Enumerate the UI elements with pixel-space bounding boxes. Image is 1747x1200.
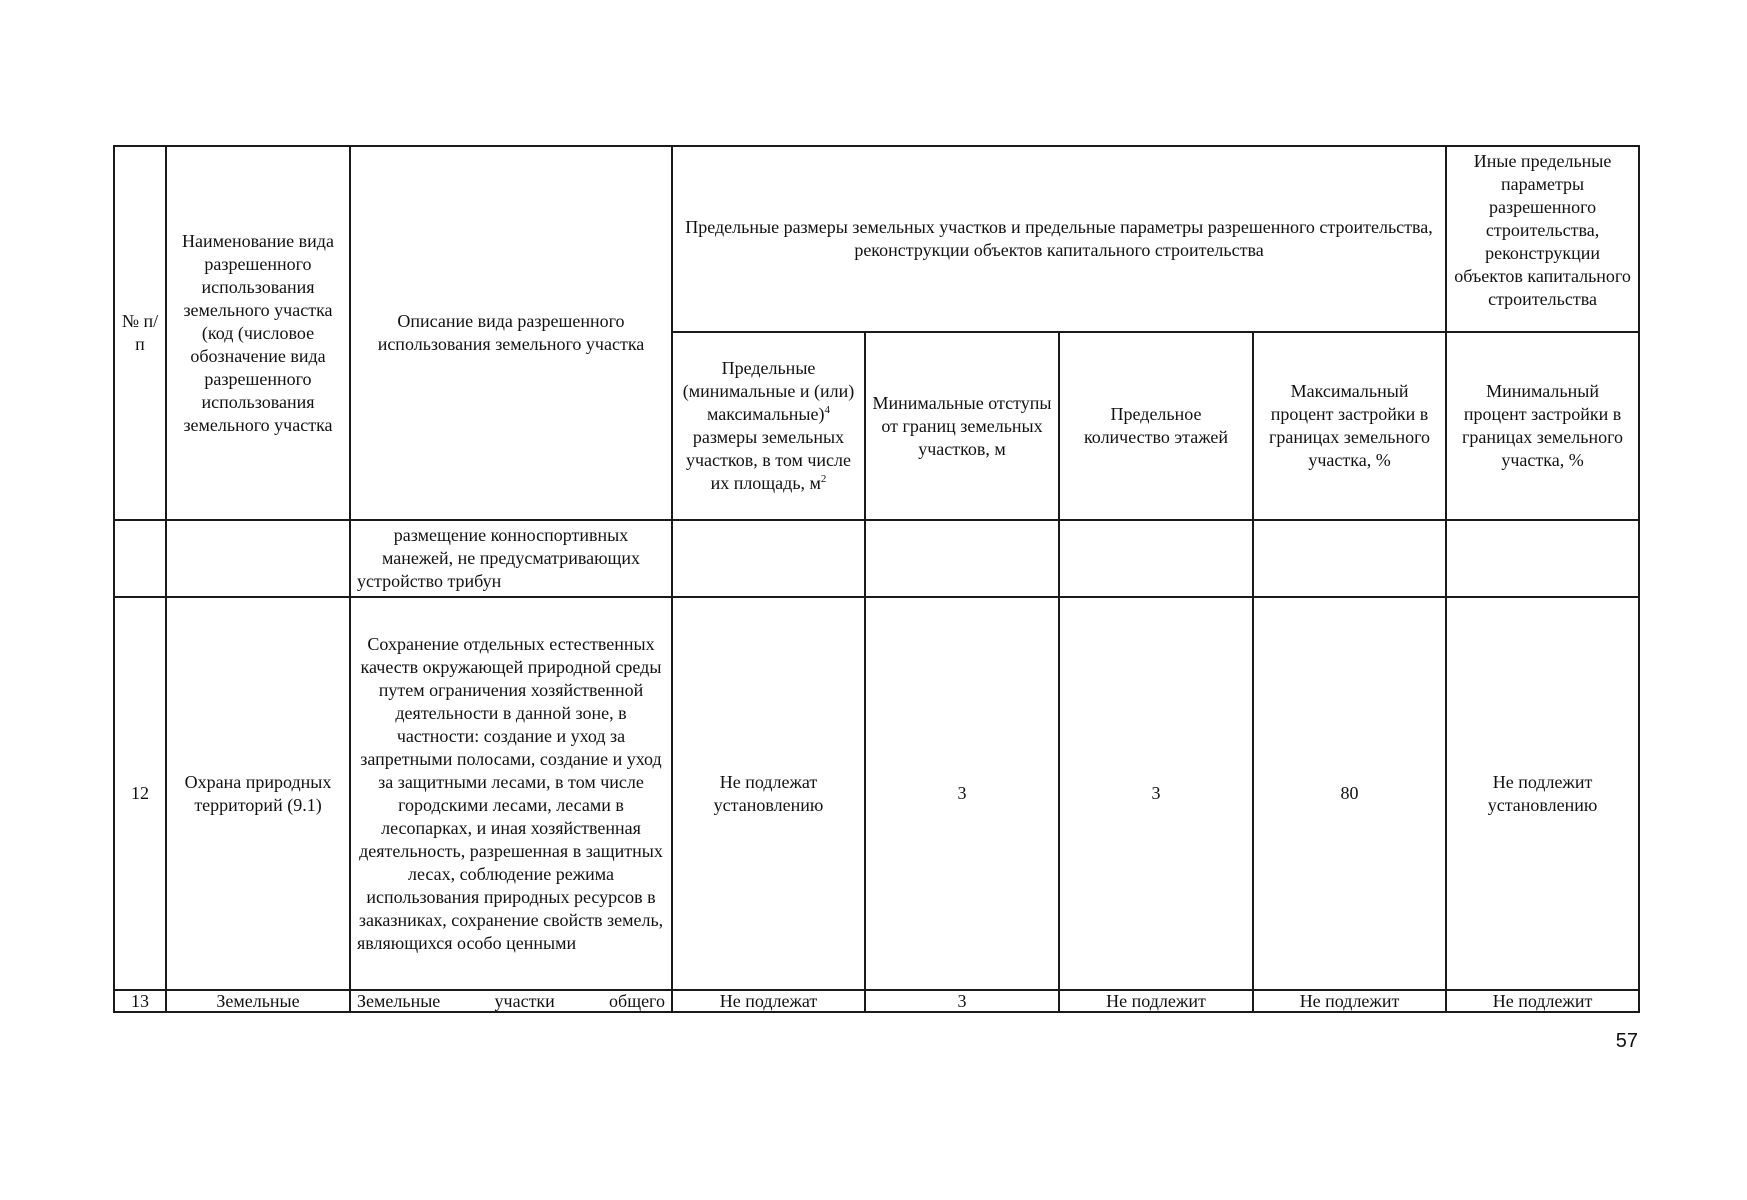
header-description: Описание вида разрешенного использования земельного участка bbox=[350, 146, 672, 520]
land-use-table bbox=[113, 145, 1640, 1013]
header-max-percent: Максимальный процент застройки в границах земельного участка, % bbox=[1253, 332, 1446, 520]
cell-plot-size: Не подлежат установлению bbox=[672, 597, 865, 990]
cell-name bbox=[166, 520, 350, 597]
cell-description: размещение конноспортивных манежей, не предусматривающих устройство трибун bbox=[350, 520, 672, 597]
cell-floors: 3 bbox=[1059, 597, 1253, 990]
cell-max-percent: 80 bbox=[1253, 597, 1446, 990]
cell-max-percent bbox=[1253, 520, 1446, 597]
cell-max-percent: Не подлежит bbox=[1253, 990, 1446, 1012]
table-row bbox=[114, 597, 1639, 990]
cell-min-percent: Не подлежит bbox=[1446, 990, 1639, 1012]
header-min-percent: Минимальный процент застройки в границах земельного участка, % bbox=[1446, 332, 1639, 520]
cell-number bbox=[114, 520, 166, 597]
header-setback: Минимальные отступы от границ земельных участков, м bbox=[865, 332, 1059, 520]
cell-description: Сохранение отдельных естественных качеств окружающей природной среды путем ограничения хозяйственной деятельности в данной зоне, в частности: создание и уход за запретными полосами, создание и уход за защитными лесами, в том числе городскими лесами, лесами в лесопарках, и иная хозяйственная деятельность, разрешенная в защитных лесах, соблюдение режима использования природных ресурсов в заказниках, сохранение свойств земель, являющихся особо ценными bbox=[350, 597, 672, 990]
cell-description: Земельные участки общего bbox=[350, 990, 672, 1012]
table-header-row bbox=[114, 146, 1639, 332]
unit-superscript: 2 bbox=[820, 473, 827, 485]
table-row bbox=[114, 520, 1639, 597]
page-number: 57 bbox=[1615, 1030, 1638, 1052]
cell-number: 13 bbox=[114, 990, 166, 1012]
cell-setback: 3 bbox=[865, 597, 1059, 990]
header-floors: Предельное количество этажей bbox=[1059, 332, 1253, 520]
header-group-limits: Предельные размеры земельных участков и предельные параметры разрешенного строительства, реконструкции объектов капитального строительства bbox=[672, 146, 1446, 332]
cell-min-percent bbox=[1446, 520, 1639, 597]
cell-plot-size: Не подлежат bbox=[672, 990, 865, 1012]
cell-plot-size bbox=[672, 520, 865, 597]
header-number: № п/п bbox=[114, 146, 166, 520]
header-other-params: Иные предельные параметры разрешенного строительства, реконструкции объектов капитального строительства bbox=[1446, 146, 1639, 332]
header-name: Наименование вида разрешенного использования земельного участка (код (числовое обозначение вида разрешенного использования земельного участка bbox=[166, 146, 350, 520]
footnote-ref: 4 bbox=[824, 404, 830, 416]
header-plot-size-pre: Предельные (минимальные и (или) максимальные) bbox=[682, 358, 855, 424]
cell-number: 12 bbox=[114, 597, 166, 990]
cell-floors: Не подлежит bbox=[1059, 990, 1253, 1012]
cell-floors bbox=[1059, 520, 1253, 597]
cell-setback bbox=[865, 520, 1059, 597]
cell-name: Земельные bbox=[166, 990, 350, 1012]
cell-setback: 3 bbox=[865, 990, 1059, 1012]
cell-name: Охрана природных территорий (9.1) bbox=[166, 597, 350, 990]
cell-min-percent: Не подлежит установлению bbox=[1446, 597, 1639, 990]
header-plot-size bbox=[672, 332, 865, 520]
header-plot-size-post: размеры земельных участков, в том числе их площадь, м bbox=[685, 427, 852, 493]
table-row bbox=[114, 990, 1639, 1012]
